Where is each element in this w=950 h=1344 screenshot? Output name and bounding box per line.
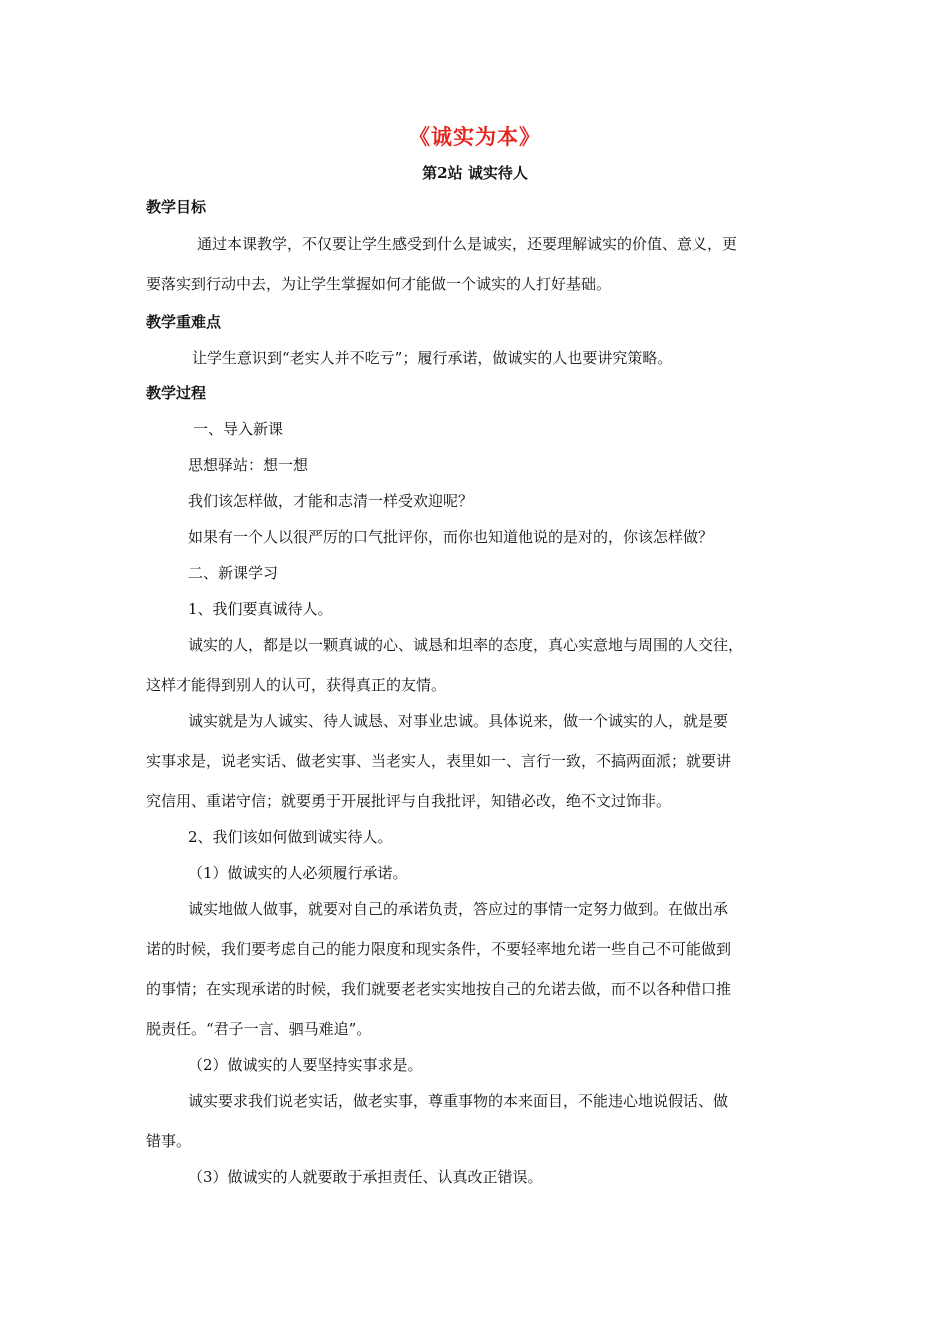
- process-line-4: 如果有一个人以很严厉的口气批评你，而你也知道他说的是对的，你该怎样做？: [188, 528, 714, 546]
- heading-teaching-process: 教学过程: [146, 384, 207, 402]
- process-line-16: 的事情；在实现承诺的时候，我们就要老老实实地按自己的允诺去做，而不以各种借口推: [146, 980, 732, 998]
- key-line-1: 让学生意识到“老实人并不吃亏”；履行承诺，做诚实的人也要讲究策略。: [192, 349, 673, 367]
- process-line-7: 诚实的人，都是以一颗真诚的心、诚恳和坦率的态度，真心实意地与周围的人交往，: [188, 636, 744, 654]
- process-line-8: 这样才能得到别人的认可，获得真正的友情。: [146, 676, 447, 694]
- process-line-6: 1、我们要真诚待人。: [188, 600, 333, 618]
- process-line-18: （2）做诚实的人要坚持实事求是。: [188, 1056, 423, 1074]
- goal-line-2: 要落实到行动中去，为让学生掌握如何才能做一个诚实的人打好基础。: [146, 275, 612, 293]
- heading-key-points: 教学重难点: [146, 313, 222, 331]
- goal-line-1: 通过本课教学，不仅要让学生感受到什么是诚实，还要理解诚实的价值、意义，更: [197, 235, 738, 253]
- process-line-9: 诚实就是为人诚实、待人诚恳、对事业忠诚。具体说来，做一个诚实的人，就是要: [188, 712, 729, 730]
- process-line-12: 2、我们该如何做到诚实待人。: [188, 828, 393, 846]
- process-line-15: 诺的时候，我们要考虑自己的能力限度和现实条件，不要轻率地允诺一些自己不可能做到: [146, 940, 732, 958]
- process-line-14: 诚实地做人做事，就要对自己的承诺负责，答应过的事情一定努力做到。在做出承: [188, 900, 729, 918]
- process-line-5: 二、新课学习: [188, 564, 279, 582]
- heading-teaching-goals: 教学目标: [146, 198, 207, 216]
- process-line-11: 究信用、重诺守信；就要勇于开展批评与自我批评，知错必改，绝不文过饰非。: [146, 792, 672, 810]
- process-line-19: 诚实要求我们说老实话，做老实事，尊重事物的本来面目，不能违心地说假话、做: [188, 1092, 729, 1110]
- process-line-2: 思想驿站：想一想: [188, 456, 309, 474]
- document-title: 《诚实为本》: [409, 124, 541, 149]
- process-line-21: （3）做诚实的人就要敢于承担责任、认真改正错误。: [188, 1168, 543, 1186]
- document-subtitle: 第2站 诚实待人: [422, 164, 528, 182]
- process-line-1: 一、导入新课: [193, 420, 284, 438]
- process-line-17: 脱责任。“君子一言、驷马难追”。: [146, 1020, 372, 1038]
- process-line-10: 实事求是，说老实话、做老实事、当老实人，表里如一、言行一致，不搞两面派；就要讲: [146, 752, 732, 770]
- process-line-3: 我们该怎样做，才能和志清一样受欢迎呢？: [188, 492, 474, 510]
- process-line-20: 错事。: [146, 1132, 192, 1150]
- process-line-13: （1）做诚实的人必须履行承诺。: [188, 864, 408, 882]
